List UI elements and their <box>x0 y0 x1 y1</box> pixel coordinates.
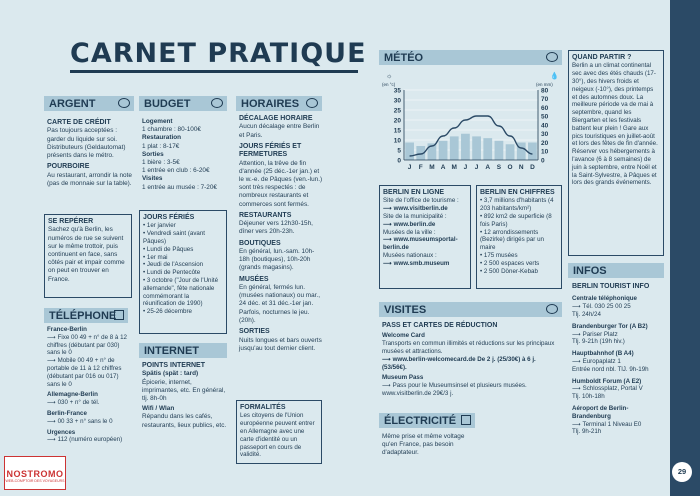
feries-item: • Lundi de Pentecôte <box>143 269 201 277</box>
visites-section <box>382 322 562 398</box>
tel-france-berlin: France-Berlin <box>47 326 87 333</box>
sun-icon: ☼ <box>386 73 393 80</box>
infos-line: Tlj. 10h-18h <box>572 393 605 401</box>
page-title: CARNET PRATIQUE <box>70 38 367 69</box>
reperer-title: SE REPÉRER <box>48 218 94 225</box>
left-unit: (en °c) <box>382 82 396 87</box>
budget-visites: Visites <box>142 175 163 183</box>
horaires-text: Attention, la trêve de fin d'année (25 déc.-1er jan.) et le w.-e. de Pâques (ven.-lun.) sont très respectés : de nombreux restaurants et commerces sont fermés. <box>239 159 323 208</box>
y-tick-left: 35 <box>393 87 401 95</box>
month-label: A <box>485 164 491 171</box>
infos-line: ⟶ Schlossplatz, Portal V <box>572 385 643 393</box>
infos-section <box>572 283 664 436</box>
formalites-text: Les citoyens de l'Union européenne peuvent entrer en Allemagne avec une carte d'identité ou un passeport en cours de validité. <box>240 412 315 459</box>
enligne-link[interactable]: ⟶ www.smb.museum <box>383 259 450 267</box>
y-tick-right: 0 <box>541 157 545 165</box>
budget-restauration: Restauration <box>142 134 182 142</box>
horaires-section <box>239 115 323 353</box>
horaires-restaurants-title: RESTAURANTS <box>239 211 292 219</box>
rain-bar <box>450 136 459 160</box>
visites-header: VISITES <box>379 302 562 317</box>
tel-line: ⟶ 00 33 + n° sans le 0 <box>47 417 113 425</box>
weather-chart-svg <box>380 68 562 176</box>
horaires-text: En général, lun.-sam. 10h-18h (boutiques), 10h-20h (grands magasins). <box>239 248 315 272</box>
feries-item: • Lundi de Pâques <box>143 245 194 253</box>
feries-item: • 1er mai <box>143 253 168 261</box>
tip-text: Au restaurant, arrondir la note (pas de monnaie sur la table). <box>47 171 132 187</box>
visites-museum-text: ⟶ Pass pour le Museumsinsel et plusieurs musées. www.visitberlin.de 29€/3 j. <box>382 382 527 397</box>
tel-line: ⟶ Fixe 00 49 + n° de 8 à 12 chiffres (débutant par 030) sans le 0 <box>47 333 127 357</box>
infos-line: Entrée nord nbl. TlJ. 9h-19h <box>572 365 649 373</box>
y-tick-left: 0 <box>397 157 401 165</box>
enligne-link[interactable]: ⟶ www.berlin.de <box>383 220 436 228</box>
y-tick-left: 20 <box>393 117 401 125</box>
budget-line: 1 plat : 8-17€ <box>142 142 180 150</box>
y-tick-right: 20 <box>541 139 549 147</box>
chiffres-item: • 892 km2 de superficie (8 fois Paris) <box>480 213 552 228</box>
rain-bar <box>472 136 481 160</box>
horaires-decalage-title: DÉCALAGE HORAIRE <box>239 115 313 122</box>
enligne-box <box>379 185 471 289</box>
y-tick-left: 10 <box>393 137 401 145</box>
enligne-line: Site de la municipalité : <box>383 213 447 220</box>
rain-bar <box>506 144 515 160</box>
right-unit: (en mm) <box>536 82 553 87</box>
visites-sub: PASS ET CARTES DE RÉDUCTION <box>382 322 498 329</box>
enligne-line: Musées de la ville : <box>383 228 436 236</box>
wallet-icon <box>118 98 130 108</box>
horaires-header: HORAIRES <box>236 96 322 111</box>
enligne-line: Site de l'office de tourisme : <box>383 197 459 205</box>
month-label: J <box>474 164 479 171</box>
infos-header: INFOS <box>568 263 664 278</box>
weather-chart <box>380 68 562 176</box>
map-pin-icon <box>546 304 558 314</box>
infos-line: ⟶ Pariser Platz <box>572 330 618 338</box>
internet-spatis-text: Épicerie, internet, imprimantes, etc. En général, tlj. 8h-0h <box>142 378 226 403</box>
chiffres-title: BERLIN EN CHIFFRES <box>480 189 555 196</box>
rain-bar <box>483 138 492 160</box>
infos-item-title: Humboldt Forum (A E2) <box>572 377 642 385</box>
chiffres-item: • 3,7 millions d'habitants (4 203 habitants/km²) <box>480 197 554 213</box>
electricite-text: Même prise et même voltage qu'en France, pas besoin d'adaptateur. <box>382 433 465 457</box>
horaires-musees-title: MUSÉES <box>239 275 269 283</box>
month-label: J <box>463 164 468 171</box>
feries-item: • Vendredi saint (avant Pâques) <box>143 230 206 245</box>
y-tick-right: 30 <box>541 131 549 139</box>
internet-wifi-text: Répandu dans les cafés, restaurants, lieux publics, etc. <box>142 413 227 429</box>
telephone-section <box>47 326 131 444</box>
y-tick-left: 30 <box>393 97 401 105</box>
credit-title: CARTE DE CRÉDIT <box>47 119 111 126</box>
meteo-header: MÉTÉO <box>379 50 562 65</box>
reperer-text: Sachez qu'à Berlin, les numéros de rue se suivent sur le même trottoir, puis continuent en face, sans côtés pair et impair comme on peut en trouver en France. <box>48 226 125 283</box>
argent-section <box>47 116 133 188</box>
page-number: 29 <box>672 462 692 482</box>
reperer-box <box>44 214 132 298</box>
enligne-title: BERLIN EN LIGNE <box>383 189 445 196</box>
y-tick-right: 10 <box>541 148 549 156</box>
horaires-text: Nuits longues et bars ouverts jusqu'au tout dernier client. <box>239 336 322 352</box>
plug-icon <box>461 415 471 425</box>
visites-welcome-title: Welcome Card <box>382 332 425 340</box>
budget-line: 1 entrée en club : 6-20€ <box>142 167 210 175</box>
chiffres-item: • 2 500 espaces verts <box>480 259 540 267</box>
budget-line: 1 chambre : 80-100€ <box>142 126 201 134</box>
month-label: J <box>407 164 412 171</box>
horaires-text: Aucun décalage entre Berlin et Paris. <box>239 123 320 139</box>
raindrop-icon: 💧 <box>550 73 559 80</box>
month-label: D <box>530 164 535 171</box>
internet-section <box>142 362 228 430</box>
tel-line: ⟶ 112 (numéro européen) <box>47 436 123 444</box>
budget-line: 1 entrée au musée : 7-20€ <box>142 183 217 191</box>
enligne-link[interactable]: ⟶ www.visitberlin.de <box>383 205 448 213</box>
electricite-header: ÉLECTRICITÉ <box>379 413 475 428</box>
horaires-text: En général, fermés lun. (musées nationaux) ou mar., 24 déc. et 31 déc.-1er jan. Parfois, nocturnes le jeu. (20h). <box>239 284 320 324</box>
infos-line: Tlj. 9h-21h <box>572 428 602 436</box>
month-label: N <box>518 164 524 171</box>
horaires-feries-title: JOURS FÉRIÉS ET FERMETURES <box>239 142 302 159</box>
horaires-text: Déjeuner vers 12h30-15h, dîner vers 20h-23h. <box>239 220 313 236</box>
telephone-header: TÉLÉPHONE <box>44 308 128 323</box>
infos-line: ⟶ Europaplatz 1 <box>572 357 621 365</box>
quand-title: QUAND PARTIR ? <box>572 54 632 61</box>
formalites-box <box>236 400 322 464</box>
y-tick-right: 60 <box>541 104 549 112</box>
budget-header: BUDGET <box>139 96 227 111</box>
budget-section <box>142 118 228 192</box>
rain-bar <box>439 141 448 160</box>
argent-header: ARGENT <box>44 96 134 111</box>
chiffres-item: • 175 musées <box>480 251 518 259</box>
feries-item: • 25-26 décembre <box>143 308 192 316</box>
title-rule <box>70 70 358 73</box>
cloud-icon <box>546 52 558 62</box>
chiffres-item: • 12 arrondissements (Bezirke) dirigés par un maire <box>480 228 544 252</box>
tel-line: ⟶ Mobile 00 49 + n° de portable de 11 à 12 chiffres (débutant par 016 ou 017) sans le 0 <box>47 357 122 388</box>
y-tick-right: 40 <box>541 122 549 130</box>
tip-title: POURBOIRE <box>47 163 90 171</box>
internet-points-title: POINTS INTERNET <box>142 362 206 369</box>
y-tick-left: 5 <box>397 147 401 155</box>
feries-item: • 1er janvier <box>143 222 176 230</box>
budget-sorties: Sorties <box>142 150 164 158</box>
enligne-line: Musées nationaux : <box>383 251 437 259</box>
formalites-title: FORMALITÉS <box>240 404 286 411</box>
y-tick-right: 80 <box>541 87 549 95</box>
rain-bar <box>495 141 504 160</box>
infos-item-title: Aéroport de Berlin-Brandenburg <box>572 404 629 420</box>
quand-text: Berlin a un climat continental sec avec des étés chauds (17-30°), des hivers froids et neigeux (-10°), des printemps et des automnes doux. La meilleure période va de mai à septembre, quand les Biergarten et les festivals battent leur plein ! Gare aux pics touristiques en juillet-août et lors des fêtes de fin d'année. Réserver vos hébergements à l'avance (6 à 8 semaines) de juin à septembre, entre Noël et la Saint-Sylvestre, à Pâques et lors des grands événements. <box>572 62 658 187</box>
horaires-sorties-title: SORTIES <box>239 328 270 336</box>
side-strip <box>670 0 700 496</box>
feries-item: • 3 octobre ("Jour de l'Unité allemande", fête nationale commémorant la réunification de 1990) <box>143 276 219 308</box>
feries-title: JOURS FÉRIÉS <box>143 214 195 221</box>
tel-berlin-france: Berlin-France <box>47 409 87 417</box>
budget-line: 1 bière : 3-5€ <box>142 159 180 167</box>
y-tick-left: 25 <box>393 107 401 115</box>
rain-bar <box>405 143 414 161</box>
nostromo-logo <box>4 456 66 490</box>
infos-item-title: Centrale téléphonique <box>572 295 637 303</box>
month-label: M <box>429 164 435 171</box>
feries-item: • Jeudi de l'Ascension <box>143 261 204 269</box>
infos-line: Tlj. 9-21h (19h hiv.) <box>572 338 625 346</box>
infos-item-title: Hauptbahnhof (B A4) <box>572 350 634 358</box>
rain-bar <box>461 134 470 160</box>
y-tick-right: 70 <box>541 96 549 104</box>
infos-line: Tlj. 24h/24 <box>572 311 601 318</box>
enligne-link[interactable]: ⟶ www.museumsportal-berlin.de <box>383 236 458 252</box>
rain-bar <box>528 143 537 161</box>
infos-sub: BERLIN TOURIST INFO <box>572 283 650 290</box>
logo-name: NOSTROMO <box>6 469 64 479</box>
budget-logement: Logement <box>142 118 173 125</box>
visites-welcome-text: Transports en commun illimités et réductions sur les principaux musées et attractions. <box>382 340 555 355</box>
month-label: M <box>451 164 457 171</box>
clock-icon <box>306 98 318 108</box>
chiffres-box <box>476 185 562 289</box>
month-label: O <box>507 164 513 171</box>
month-label: F <box>418 164 423 171</box>
logo-tagline: WEB-COMPTOIR DES VOYAGEURS <box>5 479 65 483</box>
visites-welcome-link[interactable]: ⟶ www.berlin-welcomecard.de De 2 j. (25/30€) à 6 j. (53/56€). <box>382 355 536 371</box>
internet-wifi-title: Wifi / Wlan <box>142 405 175 413</box>
y-tick-right: 50 <box>541 113 549 121</box>
infos-line: ⟶ Tél. 030 25 00 25 <box>572 303 631 311</box>
chiffres-item: • 2 500 Döner-Kebab <box>480 267 538 275</box>
tel-allemagne-berlin: Allemagne-Berlin <box>47 391 98 399</box>
piggy-bank-icon <box>211 98 223 108</box>
quand-box <box>568 50 664 256</box>
tel-line: ⟶ 030 + n° de tél. <box>47 399 100 407</box>
credit-text: Pas toujours acceptées : garder du liquide sur soi. Distributeurs (Geldautomat) présents dans le métro. <box>47 127 126 160</box>
visites-museum-title: Museum Pass <box>382 374 424 382</box>
tel-urgences: Urgences <box>47 428 76 436</box>
internet-spatis-title: Spätis (spät : tard) <box>142 370 199 378</box>
infos-item-title: Brandenburger Tor (A B2) <box>572 322 648 330</box>
month-label: A <box>440 164 446 171</box>
feries-box <box>139 210 227 334</box>
internet-header: INTERNET <box>139 343 227 358</box>
phone-icon <box>114 310 124 320</box>
horaires-boutiques-title: BOUTIQUES <box>239 239 281 247</box>
month-label: S <box>496 164 502 171</box>
y-tick-left: 15 <box>393 127 401 135</box>
infos-line: ⟶ Terminal 1 Niveau E0 <box>572 420 642 428</box>
